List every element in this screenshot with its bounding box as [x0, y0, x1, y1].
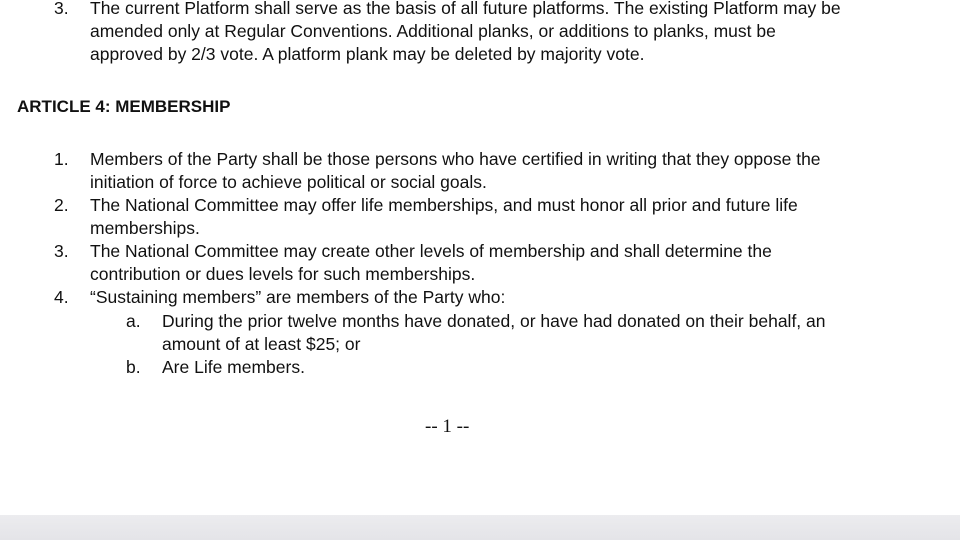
sub-list-item-text-line: amount of at least $25; or: [162, 334, 361, 354]
list-number: 4.: [54, 287, 69, 307]
sub-list-item-text-line: Are Life members.: [162, 357, 305, 377]
list-item-text-line: initiation of force to achieve political or social goals.: [90, 172, 487, 192]
list-item-text-line: memberships.: [90, 218, 200, 238]
list-item-text-line: contribution or dues levels for such memberships.: [90, 264, 476, 284]
page-number: -- 1 --: [425, 416, 470, 437]
sub-list-letter: b.: [126, 357, 141, 377]
list-item-text-line: amended only at Regular Conventions. Additional planks, or additions to planks, must be: [90, 21, 776, 41]
viewer-bottom-bar: [0, 515, 960, 540]
list-item-text-line: approved by 2/3 vote. A platform plank may be deleted by majority vote.: [90, 44, 645, 64]
list-number: 2.: [54, 195, 69, 215]
list-item-text-line: “Sustaining members” are members of the Party who:: [90, 287, 506, 307]
list-number: 3.: [54, 0, 69, 18]
list-item-text-line: Members of the Party shall be those persons who have certified in writing that they oppose the: [90, 149, 821, 169]
list-item-text-line: The current Platform shall serve as the basis of all future platforms. The existing Platform may be: [90, 0, 841, 18]
article-heading: ARTICLE 4: MEMBERSHIP: [17, 97, 231, 116]
list-number: 1.: [54, 149, 69, 169]
list-number: 3.: [54, 241, 69, 261]
list-item-text-line: The National Committee may create other levels of membership and shall determine the: [90, 241, 772, 261]
list-item-text-line: The National Committee may offer life memberships, and must honor all prior and future life: [90, 195, 798, 215]
sub-list-letter: a.: [126, 311, 141, 331]
sub-list-item-text-line: During the prior twelve months have donated, or have had donated on their behalf, an: [162, 311, 826, 331]
